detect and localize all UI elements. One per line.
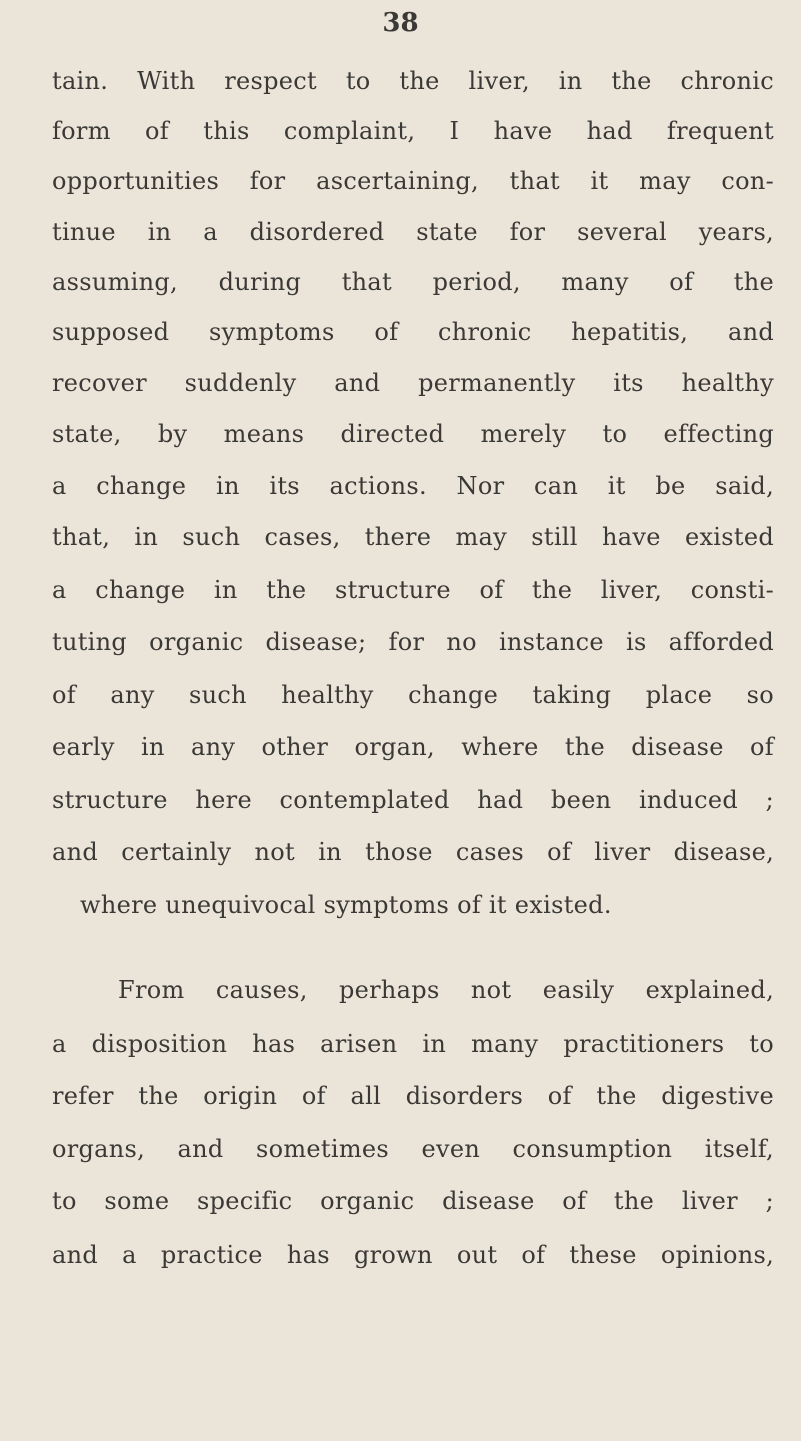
text-line: to some specific organic disease of the liver ; bbox=[52, 1187, 774, 1215]
text-line: form of this complaint, I have had frequent bbox=[52, 117, 774, 145]
text-line: supposed symptoms of chronic hepatitis, and bbox=[52, 318, 774, 346]
text-line: structure here contemplated had been induced ; bbox=[52, 786, 774, 814]
text-line: state, by means directed merely to effecting bbox=[52, 420, 774, 448]
page-number: 38 bbox=[382, 8, 419, 38]
text-line: tain. With respect to the liver, in the chronic bbox=[52, 67, 774, 95]
text-line: where unequivocal symptoms of it existed. bbox=[80, 891, 612, 919]
text-line: organs, and sometimes even consumption itself, bbox=[52, 1135, 774, 1163]
text-line: of any such healthy change taking place so bbox=[52, 681, 774, 709]
text-line: and certainly not in those cases of liver disease, bbox=[52, 838, 774, 866]
text-line: a change in its actions. Nor can it be said, bbox=[52, 472, 774, 500]
text-line: From causes, perhaps not easily explained, bbox=[118, 976, 774, 1004]
text-line: that, in such cases, there may still have existed bbox=[52, 523, 774, 551]
text-line: a disposition has arisen in many practitioners to bbox=[52, 1030, 774, 1058]
text-line: tinue in a disordered state for several years, bbox=[52, 218, 774, 246]
text-line: early in any other organ, where the disease of bbox=[52, 733, 774, 761]
text-line: and a practice has grown out of these opinions, bbox=[52, 1241, 774, 1269]
text-line: tuting organic disease; for no instance is afforded bbox=[52, 628, 774, 656]
text-line: opportunities for ascertaining, that it may con- bbox=[52, 167, 774, 195]
text-line: assuming, during that period, many of the bbox=[52, 268, 774, 296]
text-line: recover suddenly and permanently its healthy bbox=[52, 369, 774, 397]
text-line: refer the origin of all disorders of the digestive bbox=[52, 1082, 774, 1110]
text-line: a change in the structure of the liver, consti- bbox=[52, 576, 774, 604]
